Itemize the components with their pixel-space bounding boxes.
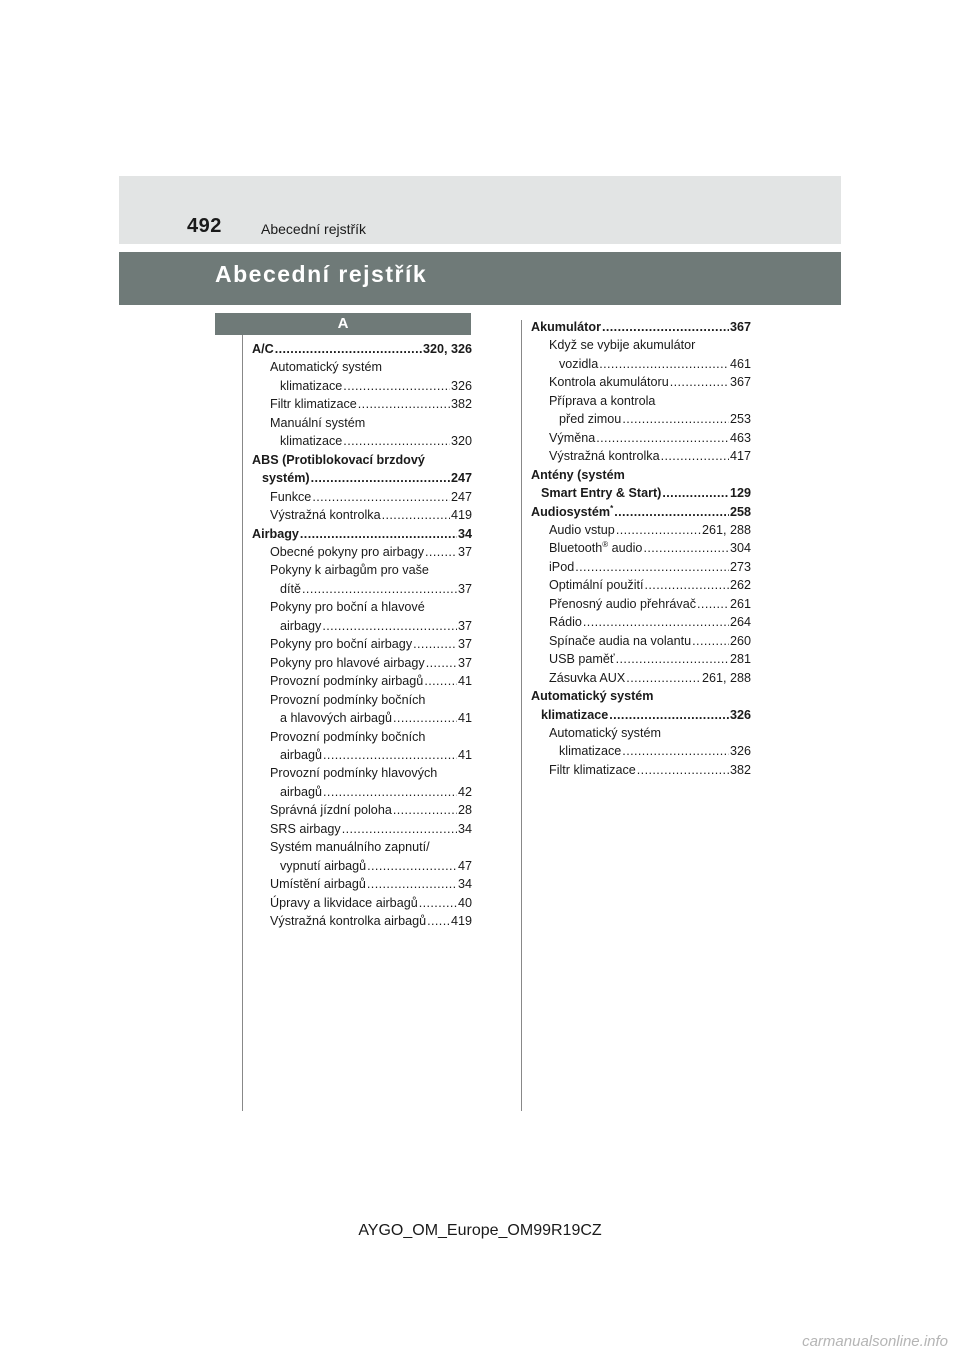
dot-leader <box>425 543 457 561</box>
index-entry <box>252 451 472 469</box>
index-entry-page: 264 <box>729 615 751 630</box>
index-entry-label: Optimální použití <box>549 578 644 593</box>
index-entry-page: 367 <box>729 375 751 390</box>
index-entry-label: Pokyny k airbagům pro vaše <box>270 563 429 578</box>
dot-leader <box>322 617 457 635</box>
index-entry-page: 463 <box>729 430 751 445</box>
index-entry <box>531 429 751 447</box>
index-entry-page: 28 <box>457 803 472 818</box>
dot-leader <box>427 912 450 930</box>
index-entry <box>531 336 751 354</box>
dot-leader <box>575 558 729 576</box>
index-entry-label: ABS (Protiblokovací brzdový <box>252 452 425 467</box>
dot-leader <box>609 706 729 724</box>
index-entry <box>252 635 472 653</box>
index-entry-label: klimatizace <box>280 378 343 393</box>
index-entry-page: 253 <box>729 412 751 427</box>
index-entry-label: Zásuvka AUX <box>549 670 626 685</box>
index-entry-page: 320, 326 <box>422 342 472 356</box>
index-entry-label: klimatizace <box>559 744 622 759</box>
index-entry <box>531 503 751 521</box>
index-entry-label: vypnutí airbagů <box>280 858 367 873</box>
index-entry-label: Airbagy <box>252 526 299 541</box>
index-entry <box>252 580 472 598</box>
index-entry-label: vozidla <box>559 356 599 371</box>
header-band <box>119 176 841 244</box>
index-entry <box>531 318 751 336</box>
index-entry-page: 262 <box>729 578 751 593</box>
dot-leader <box>343 432 450 450</box>
index-entry <box>531 632 751 650</box>
dot-leader <box>393 801 457 819</box>
index-entry <box>531 761 751 779</box>
dot-leader <box>275 340 422 358</box>
index-entry-label: Příprava a kontrola <box>549 393 656 408</box>
dot-leader <box>643 539 729 557</box>
index-entry-label: Pokyny pro hlavové airbagy <box>270 655 425 670</box>
index-entry <box>252 395 472 413</box>
index-entry <box>252 709 472 727</box>
index-entry <box>531 687 751 705</box>
index-entry-page: 382 <box>729 762 751 777</box>
index-entry-label: Systém manuálního zapnutí/ <box>270 840 430 855</box>
dot-leader <box>323 783 457 801</box>
dot-leader <box>626 669 701 687</box>
index-entry <box>531 669 751 687</box>
index-entry <box>252 561 472 579</box>
dot-leader <box>614 503 729 521</box>
index-entry-label: Automatický systém <box>531 689 654 704</box>
index-entry-label: dítě <box>280 581 302 596</box>
index-entry-page: 129 <box>729 486 751 501</box>
index-entry-label: airbagů <box>280 747 323 762</box>
index-entry <box>252 598 472 616</box>
index-entry <box>531 521 751 539</box>
index-entry <box>252 469 472 487</box>
index-entry-page: 419 <box>450 508 472 523</box>
index-entry <box>531 539 751 557</box>
index-entry <box>252 857 472 875</box>
index-entry-label: Filtr klimatizace <box>549 762 636 777</box>
dot-leader <box>622 742 729 760</box>
index-entry <box>252 894 472 912</box>
index-column-right <box>531 318 751 779</box>
index-entry <box>531 373 751 391</box>
index-entry <box>531 706 751 724</box>
index-entry <box>252 838 472 856</box>
index-entry-label: USB paměť <box>549 652 615 667</box>
index-entry-page: 40 <box>457 895 472 910</box>
index-entry-label: Provozní podmínky airbagů <box>270 674 424 689</box>
dot-leader <box>382 506 450 524</box>
dot-leader <box>302 580 457 598</box>
index-entry <box>531 466 751 484</box>
index-entry-page: 419 <box>450 914 472 929</box>
index-entry <box>252 801 472 819</box>
index-entry <box>531 724 751 742</box>
index-entry <box>531 484 751 502</box>
index-entry-label: Antény (systém <box>531 467 625 482</box>
index-entry-page: 41 <box>457 674 472 689</box>
index-entry-page: 34 <box>457 526 472 541</box>
index-entry-label: a hlavových airbagů <box>280 711 393 726</box>
index-entry-label: Bluetooth® audio <box>549 540 643 556</box>
dot-leader <box>616 650 729 668</box>
dot-leader <box>596 429 729 447</box>
index-entry-page: 273 <box>729 559 751 574</box>
index-entry-page: 326 <box>729 707 751 722</box>
index-entry-label: Audiosystém* <box>531 503 614 519</box>
index-entry-label: Audio vstup <box>549 522 615 537</box>
index-entry-page: 47 <box>457 858 472 873</box>
dot-leader <box>622 410 729 428</box>
index-entry-label: A/C <box>252 342 274 356</box>
index-entry-page: 367 <box>729 320 751 334</box>
index-entry-label: Výstražná kontrolka <box>270 508 381 523</box>
dot-leader <box>645 576 729 594</box>
index-entry-page: 34 <box>457 821 472 836</box>
index-entry-page: 261 <box>729 596 751 611</box>
index-entry <box>252 543 472 561</box>
superscript-mark: ® <box>602 540 609 550</box>
index-entry-page: 41 <box>457 747 472 762</box>
index-entry-label: iPod <box>549 559 575 574</box>
dot-leader <box>367 857 457 875</box>
index-entry-label: systém) <box>262 471 310 486</box>
index-entry-label: Když se vybije akumulátor <box>549 338 696 353</box>
index-entry-label: Automatický systém <box>270 360 382 375</box>
index-entry-label: Automatický systém <box>549 725 661 740</box>
index-entry <box>252 358 472 376</box>
dot-leader <box>602 318 729 336</box>
index-entry-label: SRS airbagy <box>270 821 341 836</box>
index-entry <box>531 447 751 465</box>
dot-leader <box>312 488 450 506</box>
index-entry-page: 247 <box>450 471 472 486</box>
index-entry-label: Rádio <box>549 615 582 630</box>
index-entry-label: Provozní podmínky bočních <box>270 729 426 744</box>
index-entry-page: 382 <box>450 397 472 412</box>
index-entry <box>252 432 472 450</box>
index-entry-label: Manuální systém <box>270 415 366 430</box>
index-entry-page: 37 <box>457 655 472 670</box>
index-entry-page: 258 <box>729 504 751 519</box>
index-entry-label: Výstražná kontrolka <box>549 449 660 464</box>
dot-leader <box>661 447 729 465</box>
dot-leader <box>367 875 457 893</box>
dot-leader <box>413 635 457 653</box>
dot-leader <box>426 654 457 672</box>
index-entry-page: 261, 288 <box>701 670 751 685</box>
index-entry-label: před zimou <box>559 412 622 427</box>
dot-leader <box>323 746 457 764</box>
index-entry <box>531 595 751 613</box>
index-entry <box>531 410 751 428</box>
dot-leader <box>419 894 457 912</box>
index-entry-page: 261, 288 <box>701 522 751 537</box>
dot-leader <box>697 595 729 613</box>
superscript-mark: * <box>610 503 614 513</box>
index-entry <box>252 746 472 764</box>
index-entry <box>252 340 472 358</box>
index-entry <box>531 576 751 594</box>
dot-leader <box>692 632 729 650</box>
index-entry-label: Úpravy a likvidace airbagů <box>270 895 418 910</box>
column-divider-left <box>242 335 243 1111</box>
index-entry <box>252 414 472 432</box>
document-code: AYGO_OM_Europe_OM99R19CZ <box>358 1222 602 1239</box>
index-entry-page: 281 <box>729 652 751 667</box>
index-entry-page: 260 <box>729 633 751 648</box>
index-entry-page: 304 <box>729 541 751 556</box>
running-title: Abecední rejstřík <box>261 221 367 237</box>
index-entry <box>252 820 472 838</box>
index-entry <box>252 728 472 746</box>
index-entry-label: Pokyny pro boční a hlavové <box>270 600 425 615</box>
dot-leader <box>662 484 729 502</box>
index-entry-label: Funkce <box>270 489 312 504</box>
index-entry <box>252 875 472 893</box>
index-entry <box>252 764 472 782</box>
index-entry-page: 34 <box>457 877 472 892</box>
index-entry-label: Spínače audia na volantu <box>549 633 692 648</box>
index-entry-label: Akumulátor <box>531 320 601 334</box>
index-entry <box>252 617 472 635</box>
page-title: Abecední rejstřík <box>215 261 428 287</box>
index-entry-label: Výměna <box>549 430 596 445</box>
index-entry <box>252 691 472 709</box>
index-entry-page: 37 <box>457 581 472 596</box>
index-entry-label: airbagů <box>280 784 323 799</box>
index-entry <box>252 506 472 524</box>
index-entry-label: Filtr klimatizace <box>270 397 357 412</box>
index-entry-label: Pokyny pro boční airbagy <box>270 637 413 652</box>
index-entry-label: Obecné pokyny pro airbagy <box>270 544 425 559</box>
section-letter: A <box>215 313 471 335</box>
dot-leader <box>358 395 450 413</box>
index-entry <box>252 654 472 672</box>
dot-leader <box>637 761 729 779</box>
index-entry <box>252 912 472 930</box>
index-column-left <box>252 340 472 931</box>
index-entry-label: klimatizace <box>541 707 609 722</box>
index-entry-label: Kontrola akumulátoru <box>549 375 669 390</box>
index-entry-page: 42 <box>457 784 472 799</box>
index-entry-page: 461 <box>729 356 751 371</box>
index-entry-label: Výstražná kontrolka airbagů <box>270 914 427 929</box>
dot-leader <box>342 820 457 838</box>
index-entry <box>252 525 472 543</box>
index-entry-page: 320 <box>450 434 472 449</box>
index-entry-label: Správná jízdní poloha <box>270 803 392 818</box>
index-entry-label: Přenosný audio přehrávač <box>549 596 697 611</box>
dot-leader <box>311 469 450 487</box>
index-entry <box>252 672 472 690</box>
index-entry-page: 37 <box>457 544 472 559</box>
dot-leader <box>424 672 457 690</box>
dot-leader <box>583 613 729 631</box>
dot-leader <box>300 525 457 543</box>
dot-leader <box>616 521 701 539</box>
index-entry-label: Smart Entry & Start) <box>541 486 662 501</box>
index-entry <box>531 742 751 760</box>
index-entry-page: 417 <box>729 449 751 464</box>
index-entry-page: 326 <box>450 378 472 393</box>
dot-leader <box>343 377 450 395</box>
index-entry-label: Provozní podmínky bočních <box>270 692 426 707</box>
index-entry-label: klimatizace <box>280 434 343 449</box>
watermark: carmanualsonline.info <box>802 1333 948 1350</box>
index-entry-label: Umístění airbagů <box>270 877 366 892</box>
index-entry <box>252 783 472 801</box>
dot-leader <box>393 709 457 727</box>
index-entry-page: 247 <box>450 489 472 504</box>
page-number: 492 <box>187 215 222 237</box>
index-entry-page: 37 <box>457 618 472 633</box>
index-entry <box>531 613 751 631</box>
column-divider-right <box>521 320 522 1111</box>
index-entry-page: 37 <box>457 637 472 652</box>
index-entry-page: 326 <box>729 744 751 759</box>
index-entry <box>531 392 751 410</box>
dot-leader <box>670 373 729 391</box>
index-entry <box>531 558 751 576</box>
index-entry <box>252 377 472 395</box>
index-entry-page: 41 <box>457 711 472 726</box>
index-entry-label: Provozní podmínky hlavových <box>270 766 438 781</box>
dot-leader <box>599 355 729 373</box>
index-entry <box>252 488 472 506</box>
index-entry-label: airbagy <box>280 618 322 633</box>
index-entry <box>531 355 751 373</box>
index-entry <box>531 650 751 668</box>
